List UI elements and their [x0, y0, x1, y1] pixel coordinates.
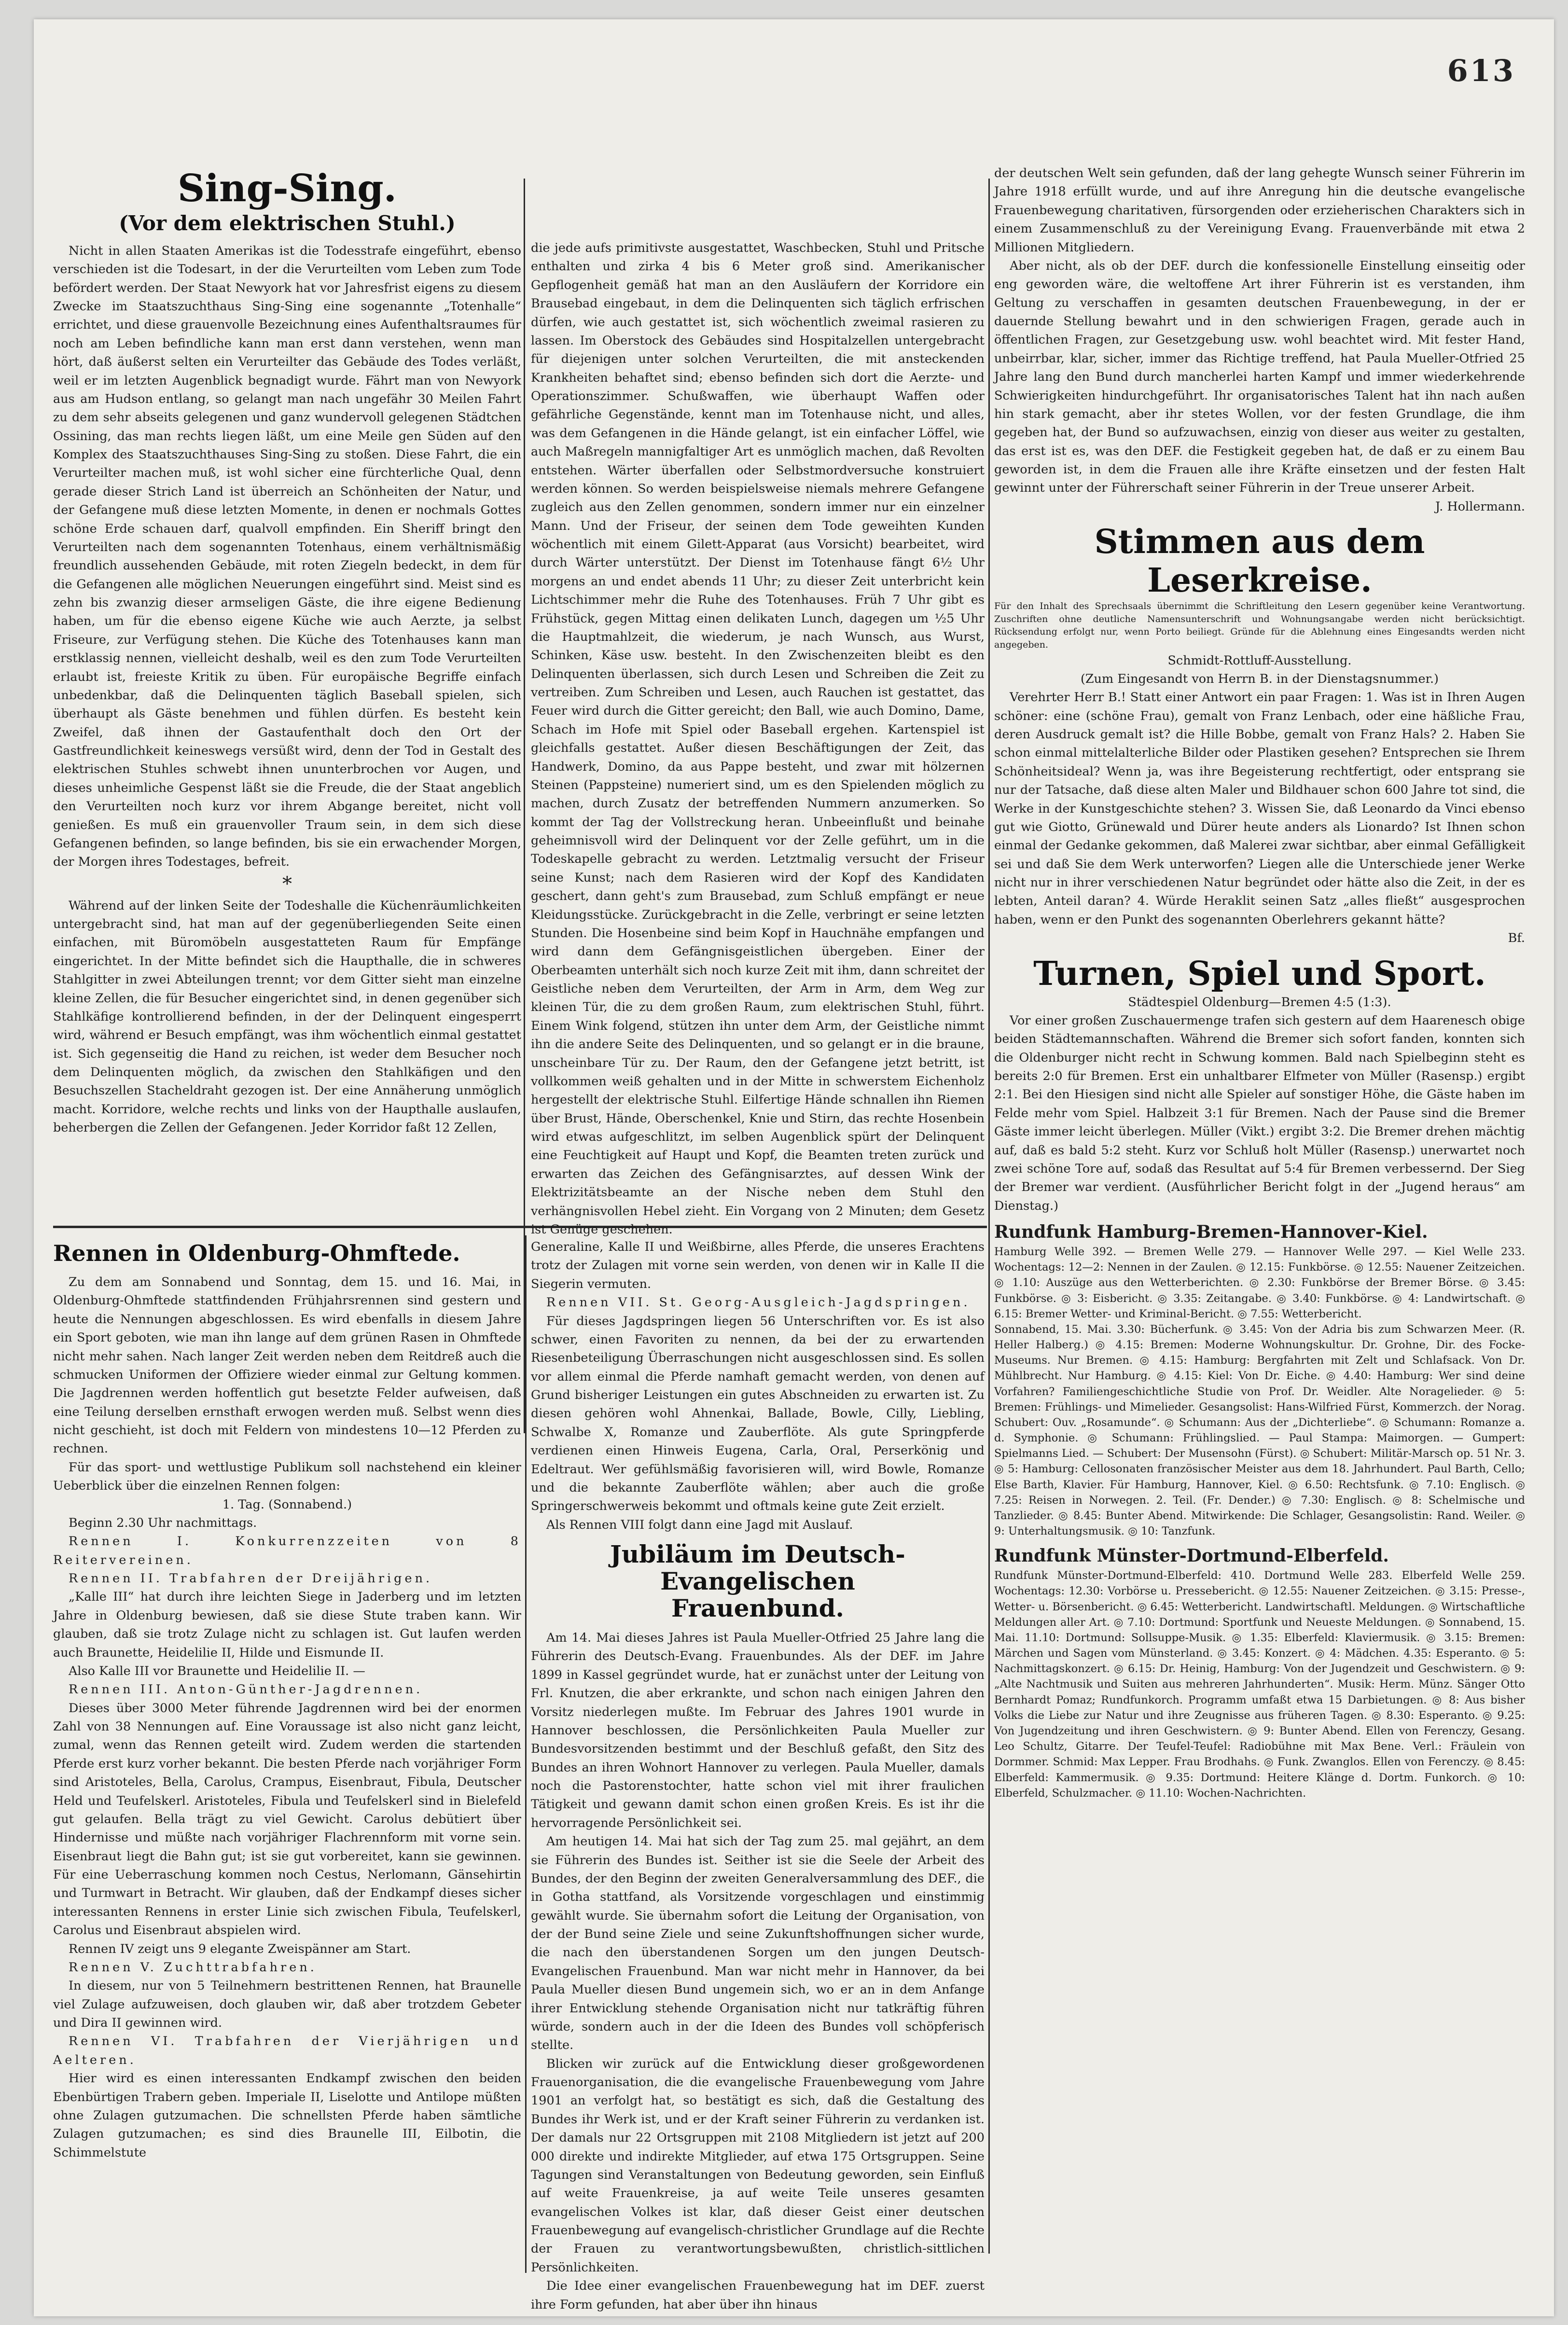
- frauenbund-title-line-2: Frauenbund.: [671, 1594, 844, 1622]
- leserkreise-body: Verehrter Herr B.! Statt einer Antwort ein paar Fragen: 1. Was ist in Ihren Augen schöner: eine (schöne Frau), gemalt von Franz Lenbach, oder eine häßliche Frau, deren Ausdruck gemalt ist? die Hille Bobbe, gemalt von Franz Hals? 2. Haben Sie schon einmal mittelalterliche Bilder oder Plastiken gesehen? Entsprechen sie Ihrem Schönheitsideal? Wenn ja, was ihre Begeisterung rechtfertigt, oder entsprang sie nur der Tatsache, daß diese alten Maler und Bildhauer schon 600 Jahre tot sind, die Werke in der Kunstgeschichte stehen? 3. Wissen Sie, daß Leonardo da Vinci ebenso gut wie Giotto, Grünewald und Dürer heute anders als Lionardo? Ist Ihnen schon einmal der Gedanke gekommen, daß Malerei zwar sichtbar, aber einmal Gefälligkeit sei und daß Sie dem Werk unterworfen? Liegen alle die Unterschiede jener Werke nicht nur in ihrer verschiedenen Natur begründet oder hätte also die Zeit, in der es lebten, Anteil daran? 4. Würde Heraklit seinen Satz „alles fließt“ ausgesprochen haben, wenn er den Punkt des sogenannten Oberlehrers gekannt hätte?: [994, 690, 1525, 927]
- rennen-race-6-heading: Rennen VI. Trabfahren der Vierjährigen und Aelteren.: [53, 2034, 521, 2067]
- sport-subtitle: Städtespiel Oldenburg—Bremen 4:5 (1:3).: [1128, 995, 1391, 1010]
- rennen-race-3-heading: Rennen III. Anton-Günther-Jagdrennen.: [69, 1682, 423, 1697]
- sing-sing-para-3: die jede aufs primitivste ausgestattet, Waschbecken, Stuhl und Pritsche enthalten und zirka 4 bis 6 Meter groß sind. Amerikanischer Gepflogenheit gemäß hat man an den Ausläufern der Korridore ein Brausebad eingebaut, in dem die Delinquenten sich täglich erfrischen dürfen, wie auch gestattet ist, sich wöchentlich zweimal rasieren zu lassen. Im Oberstock des Gebäudes sind Hospitalzellen untergebracht für diejenigen unter solchen Verurteilten, die mit ansteckenden Krankheiten behaftet sind; ebenso befinden sich dort die Aerzte- und Operationszimmer. Schußwaffen, wie überhaupt Waffen oder gefährliche Gegenstände, kennt man im Totenhause nicht, und alles, was dem Gefangenen in die Hände gelangt, ist ein einfacher Löffel, wie auch Maßregeln mannigfaltiger Art es unmöglich machen, daß Revolten entstehen. Wärter überfallen oder Selbstmordversuche konstruiert werden können. So werden beispielsweise niemals mehrere Gefangene zugleich aus den Zellen genommen, sondern immer nur ein einzelner Mann. Und der Friseur, der seinen dem Tode geweihten Kunden wöchentlich mit einem Gilett-Apparat (aus Vorsicht) bearbeitet, wird durch Wärter unterstützt. Der Dienst im Totenhause fängt 6½ Uhr morgens an und endet abends 11 Uhr; zu dieser Zeit unterbricht kein Lichtschimmer mehr die Ruhe des Totenhauses. Früh 7 Uhr gibt es Frühstück, gegen Mittag einen delikaten Lunch, dagegen um ½5 Uhr die Hauptmahlzeit, die wiederum, je nach Wunsch, aus Wurst, Schinken, Käse usw. besteht. In den Zwischenzeiten bleibt es den Delinquenten überlassen, sich durch Lesen und Schreiben die Zeit zu vertreiben. Zum Schreiben und Lesen, auch Rauchen ist gestattet, das Feuer wird durch die Gitter gereicht; den Ball, wie auch Domino, Dame, Schach im Hofe mit Spiel oder Baseball ergehen. Kartenspiel ist gleichfalls gestattet. Außer diesen Beschäftigungen der Zeit, das Handwerk, Domino, da aus Pappe besteht, und zwar mit hölzernen Steinen (Pappsteine) numeriert sind, um es den Spielenden möglich zu machen, durch Zusatz der betreffenden Nummern anzumerken. So kommt der Tag der Vollstreckung heran. Unbeeinflußt und beinahe geheimnisvoll wird der Delinquent vor der Zelle geführt, um in die Todeskapelle gebracht zu werden. Letztmalig versucht der Friseur seine Kunst; nach dem Rasieren wird der Kopf des Kandidaten geschert, dann geht's zum Brausebad, zum Schluß empfängt er neue Kleidungsstücke. Zurückgebracht in die Zelle, verbringt er seine letzten Stunden. Die Hosenbeine sind beim Kopf in Hauchnähe empfangen und wird dann dem Gefängnisgeistlichen übergeben. Einer der Oberbeamten unterhält sich noch kurze Zeit mit ihm, dann schreitet der Geistliche neben dem Verurteilten, der Arm in Arm, dem Weg zur kleinen Tür, die zu dem großen Raum, zum elektrischen Stuhl, führt. Einem Wink folgend, stützen ihn unter dem Arm, der Geistliche nimmt ihn die andere Seite des Delinquenten, und so gelangt er in die braune, unscheinbare Tür zu. Der Raum, den der Gefangene jetzt betritt, ist vollkommen weiß gehalten und in der Mitte in schwerstem Eichenholz hergestellt der elektrische Stuhl. Eilfertige Hände schnallen ihn Riemen über Brust, Hände, Oberschenkel, Knie und Stirn, das rechte Hosenbein wird etwas aufgeschlitzt, im selben Augenblick spürt der Delinquent eine Feuchtigkeit auf Haupt und Kopf, die Beamten treten zurück und erwarten das Zeichen des Gefängnisarztes, auf dessen Wink der Elektrizitätsbeamte an der Nische neben dem Stuhl den verhängnisvollen Hebel zieht. Ein Vorgang von 2 Minuten; dem Gesetz ist Genüge geschehen.: [531, 241, 985, 1237]
- rundfunk-muenster-program: Rundfunk Münster-Dortmund-Elberfeld: 410. Dortmund Welle 283. Elberfeld Welle 259. Wochentags: 12.30: Vorbörse u. Pressebericht. ◎ 12.55: Nauener Zeitzeichen. ◎ 3.15: Presse-, Wetter- u. Börsenbericht. ◎ 6.45: Wetterbericht. Landwirtschaftl. Meldungen. ◎ Wirtschaftliche Meldungen aller Art. ◎ 7.10: Dortmund: Sportfunk und Neueste Meldungen. ◎ Sonnabend, 15. Mai. 11.10: Dortmund: Sollsuppe-Musik. ◎ 1.35: Elberfeld: Klaviermusik. ◎ 3.15: Bremen: Märchen und Sagen vom Münsterland. ◎ 3.45: Konzert. ◎ 4: Mädchen. 4.35: Esperanto. ◎ 5: Nachmittagskonzert. ◎ 6.15: Dr. Heinig, Hamburg: Von der Jugendzeit und Geschwistern. ◎ 9: „Alte Nachtmusik und Suiten aus mehreren Jahrhunderten“. Musik: Herm. Münz. Sänger Otto Bernhardt Pomaz; Rundfunkorch. Programm umfaßt etwa 15 Darbietungen. ◎ 8: Aus bisher Volks die Liebe zur Natur und ihre Zeugnisse aus früheren Tagen. ◎ 8.30: Esperanto. ◎ 9.25: Von Jugendzeitung und ihren Geschwistern. ◎ 9: Bunter Abend. Ellen von Ferenczy, Gesang. Leo Schultz, Gitarre. Der Teufel-Teufel: Radiobühne mit Max Bene. Verl.: Fräulein von Dormmer. Schmid: Max Lepper. Frau Brodhahs. ◎ Funk. Zwanglos. Ellen von Ferenczy. ◎ 8.45: Elberfeld: Kammermusik. ◎ 9.35: Dortmund: Heitere Klänge d. Dortm. Funkorch. ◎ 10: Elberfeld, Schulzmacher. ◎ 11.10: Wochen-Nachrichten.: [994, 1569, 1525, 1799]
- leserkreise-disclaimer: Für den Inhalt des Sprechsaals übernimmt die Schriftleitung den Lesern gegenüber keine Verantwortung. Zuschriften ohne deutliche Namensunterschrift und Wohnungsangabe werden nicht berücksichtigt. Rücksendung erfolgt nur, wenn Porto beiliegt. Gründe für die Ablehnung eines Eingesandts werden nicht angegeben.: [994, 601, 1525, 650]
- frauenbund-para-4: Die Idee einer evangelischen Frauenbewegung hat im DEF. zuerst ihre Form gefunden, hat aber über ihn hinaus: [531, 2279, 985, 2312]
- leserkreise-signature: Bf.: [1508, 931, 1525, 946]
- sport-title: Turnen, Spiel und Sport.: [1033, 954, 1486, 993]
- rennen-race-2-heading: Rennen II. Trabfahren der Dreijährigen.: [69, 1571, 433, 1586]
- rundfunk-muenster-title: Rundfunk Münster-Dortmund-Elberfeld.: [994, 1546, 1389, 1566]
- column-rule-2: [988, 179, 990, 2254]
- leserkreise-subtitle: Schmidt-Rottluff-Ausstellung.: [1167, 653, 1352, 668]
- frauenbund-cont-para-2: Aber nicht, als ob der DEF. durch die konfessionelle Einstellung einseitig oder eng geworden wäre, die weltoffene Art ihrer Führerin ist es verstanden, ihm Geltung zu verschaffen in gesamten deutschen Frauenbewegung, in der er dauernde Stellung bewahrt und in den schwierigen Fragen, gerade auch in öffentlichen Fragen, zur Gesetzgebung usw. wohl beachtet wird. Mit fester Hand, unbeirrbar, klar, sicher, immer das Richtige treffend, hat Paula Mueller-Otfried 25 Jahre lang den Bund durch mancherlei harten Kampf und immer wiederkehrende Schwierigkeiten hindurchgeführt. Ihr organisatorisches Talent hat ihn nach außen hin stark gemacht, aber ihr stetes Wollen, vor der festen Grundlage, die ihm gegeben hat, der Bund so aufzuwachsen, einzig von dieser aus weiter zu gestalten, das erst ist es, was den DEF. die Festigkeit gegeben hat, de daß er zu einem Bau geworden ist, in dem die Frauen alle ihre Kräfte einsetzen und der festen Halt gewinnt unter der Führerschaft seiner Führerin in der Treue unserer Arbeit.: [994, 258, 1525, 496]
- rennen-race-7: Für dieses Jagdspringen liegen 56 Unterschriften vor. Es ist also schwer, einen Favoriten zu nennen, da bei der zu erwartenden Riesenbeteiligung Überraschungen nicht ausgeschlossen sind. Es sollen vor allem einmal die Pferde namhaft gemacht werden, von denen auf Grund bisheriger Leistungen ein gutes Abschneiden zu erwarten ist. Zu diesen gehören wohl Ahnenkai, Ballade, Bowle, Cilly, Liebling, Schwalbe X, Romanze und Zauberflöte. Als gute Springpferde verdienen einen Hinweis Eugena, Carla, Oral, Perserkönig und Edeltraut. Wer gefühlsmäßig favorisieren will, wird Bowle, Romanze und die bekannte Zauberflöte wählen; aber auch die große Springerschwerweis bekommt und oftmals keine gute Zeit erzielt.: [531, 1314, 985, 1514]
- sing-sing-continuation: [531, 239, 985, 1239]
- right-column: [994, 164, 1525, 1801]
- rundfunk-hamburg-weekday: Hamburg Welle 392. — Bremen Welle 279. — Hannover Welle 297. — Kiel Welle 233. Wochentags: 12—2: Nennen in der Zaulen. ◎ 12.15: Funkbörse. ◎ 12.55: Nauener Zeitzeichen. ◎ 1.10: Auszüge aus den Wetterberichten. ◎ 2.30: Funkbörse der Bremer Börse. ◎ 3.45: Funkbörse. ◎ 3: Eisbericht. ◎ 3.35: Zeitangabe. ◎ 3.40: Funkbörse. ◎ 4: Landwirtschaft. ◎ 6.15: Bremer Wetter- und Kriminal-Bericht. ◎ 7.55: Wetterbericht.: [994, 1246, 1525, 1320]
- page-number: 613: [1447, 53, 1515, 88]
- star-separator: *: [282, 872, 292, 895]
- frauenbund-title-line-1: Jubiläum im Deutsch-Evangelischen: [610, 1540, 905, 1595]
- rennen-continuation: [531, 1238, 985, 2314]
- frauenbund-para-1: Am 14. Mai dieses Jahres ist Paula Mueller-Otfried 25 Jahre lang die Führerin des Deutsch-Evang. Frauenbundes. Als der DEF. im Jahre 1899 in Kassel gegründet wurde, hat er zunächst unter der Leitung von Frl. Knutzen, die aber erkrankte, und schon nach einigen Jahren den Vorsitz niederlegen mußte. Im Februar des Jahres 1901 wurde in Hannover beschlossen, die Persönlichkeiten Paula Mueller zur Bundesvorsitzenden bestimmt und der Beschluß gefaßt, den Sitz des Bundes an ihren Wohnort Hannover zu verlegen. Paula Mueller, damals noch die Pastorenstochter, hatte schon viel mit ihrer fraulichen Tätigkeit und gewann damit schon einen großen Kreis. Es ist ihr die hervorragende Persönlichkeit sei.: [531, 1631, 985, 1830]
- rennen-race-7-heading: Rennen VII. St. Georg-Ausgleich-Jagdspringen.: [546, 1295, 971, 1310]
- rennen-race-3: Dieses über 3000 Meter führende Jagdrennen wird bei der enormen Zahl von 38 Nennungen auf. Eine Voraussage ist also nicht ganz leicht, zumal, wenn das Rennen geteilt wird. Zudem werden die startenden Pferde erst kurz vorher bekannt. Die besten Pferde nach vorjähriger Form sind Aristoteles, Bella, Carolus, Crampus, Eisenbraut, Fibula, Deutscher Held und Teufelskerl. Aristoteles, Fibula und Teufelskerl sind in Bielefeld gut gelaufen. Bella trägt zu viel Gewicht. Carolus debütiert über Hindernisse und müßte nach vorjähriger Flachrennform mit vorne sein. Eisenbraut liegt die Bahn gut; ist sie gut vorbereitet, kann sie gewinnen. Für eine Ueberraschung kommen noch Cestus, Nerlomann, Gänsehirtin und Turmwart in Betracht. Wir glauben, daß der Endkampf dieses sicher interessanten Rennens in erster Linie sich zwischen Fibula, Teufelskerl, Carolus und Eisenbraut abspielen wird.: [53, 1701, 521, 1938]
- rundfunk-hamburg-saturday: Sonnabend, 15. Mai. 3.30: Bücherfunk. ◎ 3.45: Von der Adria bis zum Schwarzen Meer. (R. Heller Halberg.) ◎ 4.15: Bremen: Moderne Wohnungskultur. Dr. Grohne, Dir. des Focke-Museums. Nur Bremen. ◎ 4.15: Hamburg: Bergfahrten mit Zelt und Schlafsack. Von Dr. Mühlbrecht. Nur Hamburg. ◎ 4.15: Kiel: Von Dr. Eiche. ◎ 4.40: Hamburg: Wer sind deine Vorfahren? Familiengeschichtliche Studie von Prof. Dr. Weidler. Alte Noragelieder. ◎ 5: Bremen: Frühlings- und Mimelieder. Gesangsolist: Hans-Wilfried Fürst, Kommerzch. der Norag. Schubert: Ouv. „Rosamunde“. ◎ Schumann: Aus der „Dichterliebe“. ◎ Schumann: Romanze a. d. Symphonie. ◎ Schumann: Frühlingslied. — Paul Stampa: Maimorgen. — Gumpert: Spielmanns Lied. — Schubert: Der Musensohn (Fürst). ◎ Schubert: Militär-Marsch op. 51 Nr. 3. ◎ 5: Hamburg: Cellosonaten französischer Meister aus dem 18. Jahrhundert. Paul Barth, Cello; Else Barth, Klavier. Für Hamburg, Hannover, Kiel. ◎ 6.50: Rechtsfunk. ◎ 7.10: Englisch. ◎ 7.25: Reisen in Norwegen. 2. Teil. (Fr. Dender.) ◎ 7.30: Englisch. ◎ 8: Schelmische und Tanzlieder. ◎ 8.45: Bunter Abend. Mitwirkende: Die Schlager, Gesangsolistin: Rand. Weiler. ◎ 9: Unterhaltungsmusik. ◎ 10: Tanzfunk.: [994, 1323, 1525, 1538]
- sing-sing-subtitle: (Vor dem elektrischen Stuhl.): [119, 211, 456, 235]
- column-rule-mid: [525, 1235, 527, 2273]
- leserkreise-title: Stimmen aus dem Leserkreise.: [1094, 523, 1425, 600]
- rennen-race-2-tip: Also Kalle III vor Braunette und Heidelilie II. —: [69, 1663, 365, 1678]
- rennen-race-6-cont: Generaline, Kalle II und Weißbirne, alles Pferde, die unseres Erachtens trotz der Zulagen mit vorne sein werden, von denen wir in Kalle II die Siegerin vermuten.: [531, 1240, 985, 1291]
- rennen-race-8: Als Rennen VIII folgt dann eine Jagd mit Auslauf.: [546, 1517, 853, 1532]
- frauenbund-para-2: Am heutigen 14. Mai hat sich der Tag zum 25. mal gejährt, an dem sie Führerin des Bundes ist. Seither ist sie die Seele der Arbeit des Bundes, der den Beginn der zweiten Generalversammlung des DEF., die in Gotha stattfand, als Vorsitzende vorgeschlagen und einstimmig gewählt wurde. Sie übernahm sofort die Leitung der Organisation, von der der Bund seine Ziele und seine Zukunftshoffnungen sicher wurde, die nach den überstandenen Sorgen um den jungen Deutsch-Evangelischen Frauenbund. Man war nicht mehr in Hannover, da bei Paula Mueller diesen Bund ungemein sich, wo er an in dem Anfange ihrer Entwicklung stehende Organisation nicht nur tatkräftig führen würde, sondern auch in der die Ideen des Bundes voll schöpferisch stellte.: [531, 1834, 985, 2053]
- sing-sing-para-2: Während auf der linken Seite der Todeshalle die Küchenräumlichkeiten untergebracht sind, hat man auf der gegenüberliegenden Seite einen einfachen, mit Büromöbeln ausgestatteten Raum für Empfänge eingerichtet. In der Mitte befindet sich die Haupthalle, die in schweres Stahlgitter in zwei Abteilungen trennt; vor dem Gitter sieht man einzelne kleine Zellen, die für Besucher eingerichtet sind, in denen gegenüber sich Stahlkäfige kontrollierend befinden, in der der Delinquent eingesperrt wird, während er Besuch empfängt, was ihm wöchentlich einmal gestattet ist. Sich gegenseitig die Hand zu reichen, ist weder dem Besucher noch dem Delinquenten möglich, da zwischen den Stahlkäfigen und den Besuchszellen Stacheldraht gezogen ist. Der eine Annäherung unmöglich macht. Korridore, welche rechts und links von der Haupthalle auslaufen, beherbergen die Zellen der Gefangenen. Jeder Korridor faßt 12 Zellen,: [53, 898, 521, 1135]
- rennen-article: [53, 1240, 521, 2162]
- rennen-race-6: Hier wird es einen interessanten Endkampf zwischen den beiden Ebenbürtigen Trabern geben. Imperiale II, Liselotte und Antilope müßten ohne Zulagen gutzumachen. Die schnellsten Pferde haben sämtliche Zulagen gutzumachen; es sind dies Braunelle III, Eilbotin, die Schimmelstute: [53, 2071, 521, 2160]
- leserkreise-note: (Zum Eingesandt von Herrn B. in der Dienstagsnummer.): [1080, 671, 1439, 686]
- rennen-race-1: Rennen I. Konkurrenzzeiten von 8 Reitervereinen.: [53, 1534, 521, 1567]
- rennen-day-1: 1. Tag. (Sonnabend.): [222, 1497, 352, 1512]
- frauenbund-para-3: Blicken wir zurück auf die Entwicklung dieser großgewordenen Frauenorganisation, die die evangelische Frauenbewegung vom Jahre 1901 an verfolgt hat, so bestätigt es sich, daß die Gestaltung des Bundes ihr Werk ist, und er der Kraft seiner Führerin zu verdanken ist. Der damals nur 22 Ortsgruppen mit 2108 Mitgliedern ist jetzt auf 200 000 direkte und indirekte Mitglieder, auf etwa 175 Ortsgruppen. Seine Tagungen sind Veranstaltungen von Bedeutung geworden, sein Einfluß auf weite Frauenkreise, ja auf weite Teile unseres gesamten evangelischen Volkes ist klar, daß dieser Geist einer deutschen Frauenbewegung auf evangelisch-christlicher Grundlage auf die Rechte der Frauen zu verantwortungsbewußten, christlich-sittlichen Persönlichkeiten.: [531, 2056, 985, 2275]
- rennen-title: Rennen in Oldenburg-Ohmftede.: [53, 1240, 460, 1266]
- rennen-intro: Zu dem am Sonnabend und Sonntag, dem 15. und 16. Mai, in Oldenburg-Ohmftede stattfindenden Frühjahrsrennen sind gestern und heute die Nennungen abgeschlossen. Es wird ebenfalls in diesem Jahre ein Sport geboten, wie man ihn lange auf dem grünen Rasen in Ohmftede nicht mehr sahen. Nach langer Zeit werden neben dem Reitdreß auch die schmucken Uniformen der Offiziere wieder einmal zur Geltung kommen. Die Jagdrennen werden hoffentlich gut besetzte Felder aufweisen, daß eine Teilung derselben ernsthaft erwogen werden muß. Selbst wenn dies nicht geschieht, ist doch mit Feldern von mindestens 10—12 Pferden zu rechnen.: [53, 1275, 521, 1456]
- sport-body: Vor einer großen Zuschauermenge trafen sich gestern auf dem Haarenesch obige beiden Städtemannschaften. Während die Bremer sich sofort fanden, konnten sich die Oldenburger nicht recht in Schwung kommen. Bald nach Spielbeginn steht es bereits 2:0 für Bremen. Erst ein unhaltbarer Elfmeter von Müller (Rasensp.) ergibt 2:1. Bei den Hiesigen sind nicht alle Spieler auf sonstiger Höhe, die Gäste haben im Felde mehr vom Spiel. Halbzeit 3:1 für Bremen. Nach der Pause sind die Bremer Gäste immer leicht überlegen. Müller (Vikt.) ergibt 3:2. Die Bremer drehen mächtig auf, daß es bald 5:2 steht. Kurz vor Schluß holt Müller (Rasensp.) unerwartet noch zwei schöne Tore auf, sodaß das Resultat auf 5:4 für Bremen verbessernd. Der Sieg der Bremer war verdient. (Ausführlicher Bericht folgt in der „Jugend heraus“ am Dienstag.): [994, 1013, 1525, 1213]
- rundfunk-hamburg-title: Rundfunk Hamburg-Bremen-Hannover-Kiel.: [994, 1222, 1428, 1242]
- rennen-begin: Beginn 2.30 Uhr nachmittags.: [69, 1515, 257, 1530]
- newspaper-page: [34, 19, 1554, 2316]
- rennen-race-5-heading: Rennen V. Zuchttrabfahren.: [69, 1960, 317, 1975]
- rennen-race-2: „Kalle III“ hat durch ihre leichten Siege in Jaderberg und im letzten Jahre in Oldenburg bewiesen, daß sie diese Stute traben kann. Wir glauben, daß sie trotz Zulage nicht zu schlagen ist. Gut laufen werden auch Braunette, Heidelilie II, Hilde und Eismunde II.: [53, 1590, 521, 1660]
- sing-sing-para-1: Nicht in allen Staaten Amerikas ist die Todesstrafe eingeführt, ebenso verschieden ist die Todesart, in der die Verurteilten vom Leben zum Tode befördert werden. Der Staat Newyork hat vor Jahresfrist eigens zu diesem Zwecke im Staatszuchthaus Sing-Sing eine sogenannte „Totenhalle“ errichtet, und diese grauenvolle Bezeichnung eines Aufenthaltsraumes für noch am Leben befindliche kann man erst dann verstehen, wenn man hört, daß äußerst selten ein Verurteilter das Gebäude des Todes verläßt, weil er im letzten Augenblick begnadigt wurde. Fährt man von Newyork aus am Hudson entlang, so gelangt man nach ungefähr 30 Meilen Fahrt zu dem sehr abseits gelegenen und ganz wundervoll gelegenen Städtchen Ossining, das man rechts liegen läßt, um eine Meile gen Süden auf den Komplex des Staatszuchthauses Sing-Sing zu stoßen. Diese Fahrt, die ein Verurteilter machen muß, ist wohl sicher eine fürchterliche Qual, denn gerade dieser Strich Land ist überreich an Schönheiten der Natur, und der Gefangene muß diese letzten Momente, in denen er nochmals Gottes schöne Erde schauen darf, qualvoll empfinden. Ein Sheriff bringt den Verurteilten nach dem sogenannten Totenhaus, einem verhältnismäßig freundlich aussehenden Gebäude, mit roten Ziegeln bedeckt, in dem für die Gefangenen alle möglichen Neuerungen eingeführt sind. Meist sind es zehn bis zwanzig dieser armseligen Gäste, die ihre eigene Bedienung haben, um für die ebenso eigene Küche wie auch Aerzte, ja selbst Friseure, zur Verfügung stehen. Die Küche des Totenhauses kann man erstklassig nennen, vielleicht deshalb, weil es den zum Tode Verurteilten erlaubt ist, freieste Kritik zu üben. Für europäische Begriffe einfach unbedenkbar, daß die Delinquenten täglich Baseball spielen, sich überhaupt als Gäste benehmen und fühlen dürfen. Es besteht kein Zweifel, daß ihnen der Gastaufenthalt doch den Ort der Gastfreundlichkeit keineswegs versüßt wird, denn der Tod in Gestalt des elektrischen Stuhles schwebt ihnen ununterbrochen vor Augen, und dieses unheimliche Gespenst läßt sie die Freude, die der Staat angeblich den Verurteilten noch kurz vor ihrem Abgange bereitet, nicht voll genießen. Es muß ein grauenvoller Traum sein, in dem sich diese Gefangenen befinden, so lange befinden, bis sie ein erwachender Morgen, der Morgen ihres Todestages, befreit.: [53, 243, 521, 870]
- sing-sing-title: Sing-Sing.: [178, 166, 397, 210]
- frauenbund-cont-para-1: der deutschen Welt sein gefunden, daß der lang gehegte Wunsch seiner Führerin im Jahre 1918 erfüllt wurde, und auf ihre Anregung hin die deutsche evangelische Frauenbewegung charitativen, fürsorgenden oder erzieherischen Charakters sich in einem Zusammenschluß zu der Vereinigung Evang. Frauenverbände mit etwa 2 Millionen Mitgliedern.: [994, 166, 1525, 255]
- sing-sing-article: [53, 166, 521, 1137]
- rennen-race-5: In diesem, nur von 5 Teilnehmern bestrittenen Rennen, hat Braunelle viel Zulage aufzuweisen, doch glauben wir, daß aber trotzdem Gebeter und Dira II gewinnen wird.: [53, 1979, 521, 2030]
- rennen-race-4: Rennen IV zeigt uns 9 elegante Zweispänner am Start.: [69, 1941, 411, 1956]
- frauenbund-signature: J. Hollermann.: [1435, 499, 1525, 514]
- rennen-para-2: Für das sport- und wettlustige Publikum soll nachstehend ein kleiner Ueberblick über die einzelnen Rennen folgen:: [53, 1460, 521, 1494]
